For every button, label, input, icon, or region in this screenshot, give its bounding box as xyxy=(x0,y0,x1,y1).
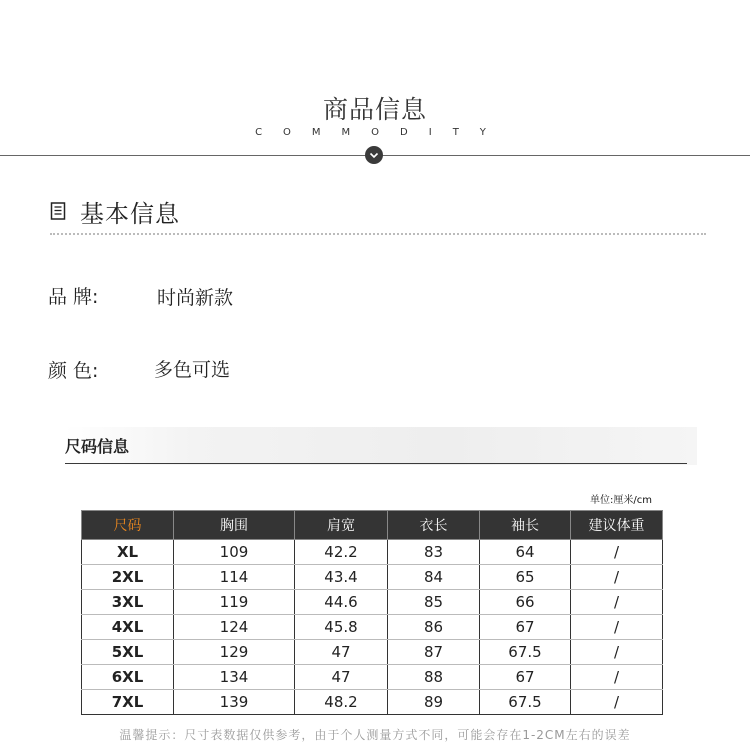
table-cell: / xyxy=(571,565,663,590)
column-header: 尺码 xyxy=(82,511,174,540)
size-cell: 4XL xyxy=(82,615,174,640)
table-cell: 44.6 xyxy=(295,590,388,615)
table-cell: 67 xyxy=(480,665,571,690)
table-cell: 87 xyxy=(388,640,480,665)
unit-label: 单位:厘米/cm xyxy=(590,495,652,506)
table-cell: 84 xyxy=(388,565,480,590)
table-cell: / xyxy=(571,590,663,615)
table-cell: 67.5 xyxy=(480,690,571,715)
size-cell: 5XL xyxy=(82,640,174,665)
table-row xyxy=(82,565,663,590)
table-cell: / xyxy=(571,665,663,690)
table-cell: 89 xyxy=(388,690,480,715)
table-cell: 114 xyxy=(174,565,295,590)
table-cell: 119 xyxy=(174,590,295,615)
size-heading-band xyxy=(65,427,697,465)
table-cell: / xyxy=(571,640,663,665)
page-subtitle: COMMODITY xyxy=(255,127,507,138)
table-cell: 48.2 xyxy=(295,690,388,715)
table-row xyxy=(82,540,663,565)
table-cell: 85 xyxy=(388,590,480,615)
table-row xyxy=(82,690,663,715)
table-row xyxy=(82,590,663,615)
table-cell: 66 xyxy=(480,590,571,615)
chevron-down-icon xyxy=(365,146,383,164)
table-header-row xyxy=(82,511,663,540)
column-header: 衣长 xyxy=(388,511,480,540)
size-cell: 6XL xyxy=(82,665,174,690)
table-cell: 67 xyxy=(480,615,571,640)
color-label: 颜 色: xyxy=(48,360,99,382)
table-cell: 45.8 xyxy=(295,615,388,640)
size-heading-underline xyxy=(65,463,687,464)
table-cell: 47 xyxy=(295,665,388,690)
table-cell: 109 xyxy=(174,540,295,565)
table-cell: 88 xyxy=(388,665,480,690)
column-header: 袖长 xyxy=(480,511,571,540)
size-cell: XL xyxy=(82,540,174,565)
table-cell: 124 xyxy=(174,615,295,640)
size-cell: 7XL xyxy=(82,690,174,715)
table-cell: 139 xyxy=(174,690,295,715)
size-table xyxy=(81,510,663,715)
document-icon xyxy=(50,202,66,220)
brand-label: 品 牌: xyxy=(48,286,99,308)
table-row xyxy=(82,665,663,690)
basic-info-title: 基本信息 xyxy=(80,200,180,228)
size-tip: 温馨提示：尺寸表数据仅供参考，由于个人测量方式不同，可能会存在1-2CM左右的误差 xyxy=(119,728,631,742)
table-cell: 64 xyxy=(480,540,571,565)
dotted-divider xyxy=(50,233,706,235)
column-header: 胸围 xyxy=(174,511,295,540)
table-row xyxy=(82,615,663,640)
table-cell: / xyxy=(571,690,663,715)
page-title: 商品信息 xyxy=(322,95,427,124)
column-header: 肩宽 xyxy=(295,511,388,540)
table-cell: / xyxy=(571,540,663,565)
table-cell: 67.5 xyxy=(480,640,571,665)
column-header: 建议体重 xyxy=(571,511,663,540)
table-cell: 65 xyxy=(480,565,571,590)
table-cell: 47 xyxy=(295,640,388,665)
size-info-title: 尺码信息 xyxy=(65,437,130,456)
table-cell: 42.2 xyxy=(295,540,388,565)
table-cell: 129 xyxy=(174,640,295,665)
table-cell: 86 xyxy=(388,615,480,640)
brand-value: 时尚新款 xyxy=(157,287,234,309)
size-cell: 2XL xyxy=(82,565,174,590)
table-cell: 83 xyxy=(388,540,480,565)
size-cell: 3XL xyxy=(82,590,174,615)
table-cell: / xyxy=(571,615,663,640)
table-cell: 43.4 xyxy=(295,565,388,590)
color-value: 多色可选 xyxy=(154,359,231,381)
table-row xyxy=(82,640,663,665)
table-cell: 134 xyxy=(174,665,295,690)
